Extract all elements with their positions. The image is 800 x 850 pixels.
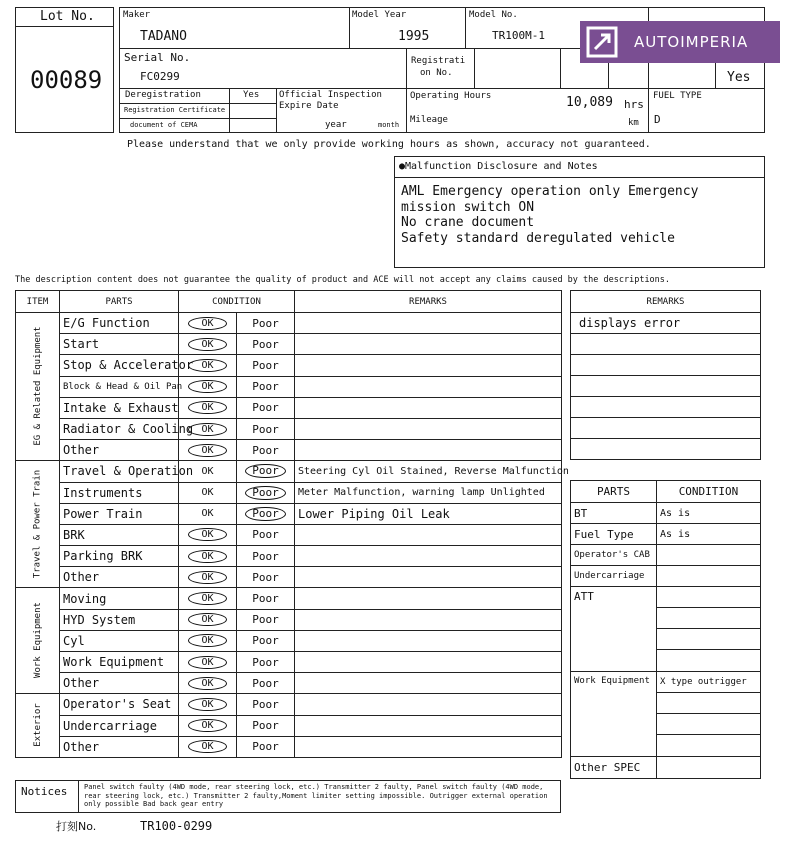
poor-cell[interactable] [237, 355, 295, 376]
poor-option: Poor [252, 358, 279, 372]
right-remark-row [571, 397, 761, 418]
table-row [16, 482, 562, 503]
notices-label: Notices [21, 785, 68, 798]
poor-cell[interactable] [237, 376, 295, 397]
registration-label-1: Registrati [411, 56, 466, 66]
fuel-type-label: FUEL TYPE [653, 91, 702, 101]
ok-cell[interactable] [179, 397, 237, 418]
right-part-condition [657, 545, 761, 566]
poor-option: Poor [252, 422, 279, 436]
remark-cell: Meter Malfunction, warning lamp Unlighted [295, 482, 562, 503]
table-row [16, 694, 562, 715]
poor-option: Poor [252, 316, 279, 330]
registration-certificate-label: Registration Certificate [124, 106, 226, 114]
poor-option: Poor [252, 401, 279, 415]
table-row [16, 334, 562, 355]
part-name: Other [60, 440, 179, 461]
table-row [16, 609, 562, 630]
ok-cell[interactable] [179, 652, 237, 673]
ok-option: OK [188, 719, 226, 732]
table-row [16, 397, 562, 418]
serial-label: Serial No. [124, 51, 191, 64]
poor-cell[interactable] [237, 694, 295, 715]
ok-cell[interactable] [179, 715, 237, 736]
ok-option: OK [188, 634, 226, 647]
poor-option: Poor [252, 380, 279, 394]
part-name: Radiator & Cooling [60, 418, 179, 439]
group-label-cell [16, 588, 60, 694]
ok-option: OK [188, 656, 226, 669]
right-remarks-header: REMARKS [571, 291, 761, 313]
remark-cell [295, 715, 562, 736]
right-remark-row [571, 355, 761, 376]
right-parts-table [570, 480, 761, 779]
poor-cell[interactable] [237, 482, 295, 503]
poor-cell[interactable] [237, 397, 295, 418]
poor-option: Poor [252, 676, 279, 690]
poor-option: Poor [245, 486, 286, 500]
serial-value: FC0299 [140, 70, 180, 83]
poor-cell[interactable] [237, 630, 295, 651]
ok-cell[interactable] [179, 503, 237, 524]
hours-disclaimer: Please understand that we only provide working hours as shown, accuracy not guaranteed. [127, 139, 651, 150]
poor-option: Poor [252, 528, 279, 542]
right-part-condition [657, 566, 761, 587]
ok-cell[interactable] [179, 524, 237, 545]
poor-option: Poor [252, 549, 279, 563]
poor-option: Poor [252, 719, 279, 733]
remark-cell [295, 334, 562, 355]
remark-cell [295, 630, 562, 651]
group-label: Work Equipment [33, 602, 43, 679]
hrs-unit: hrs [624, 98, 644, 111]
ok-option: OK [188, 338, 226, 351]
ok-cell[interactable] [179, 694, 237, 715]
table-row [16, 355, 562, 376]
logo-text: AUTOIMPERIA [634, 33, 749, 51]
ok-cell[interactable] [179, 630, 237, 651]
ok-option: OK [188, 528, 226, 541]
malfunction-line: mission switch ON [401, 199, 535, 215]
table-row [16, 376, 562, 397]
cema-label: document of CEMA [130, 121, 198, 129]
remark-cell [295, 673, 562, 694]
autoimperia-logo [580, 21, 780, 63]
poor-option: Poor [252, 697, 279, 711]
ok-option: OK [188, 423, 226, 436]
remark-cell: Lower Piping Oil Leak [295, 503, 562, 524]
right-condition-header: CONDITION [657, 481, 761, 503]
part-name: Other [60, 673, 179, 694]
part-name: HYD System [60, 609, 179, 630]
ok-option: OK [188, 698, 226, 711]
remark-cell [295, 418, 562, 439]
work-equipment-condition-cell: X type outrigger [657, 672, 761, 757]
poor-option: Poor [252, 634, 279, 648]
official-inspection-label-1: Official Inspection [279, 90, 382, 100]
year-label: year [325, 120, 347, 130]
poor-cell[interactable] [237, 567, 295, 588]
remark-cell: Steering Cyl Oil Stained, Reverse Malfunction [295, 461, 562, 482]
lot-number: 00089 [30, 66, 103, 94]
group-label: EG & Related Equipment [33, 326, 44, 446]
table-row [16, 588, 562, 609]
ok-option: OK [201, 465, 214, 477]
table-row [16, 546, 562, 567]
right-part-name: Undercarriage [571, 566, 657, 587]
poor-cell[interactable] [237, 609, 295, 630]
ok-cell[interactable] [179, 546, 237, 567]
ok-option: OK [188, 740, 226, 753]
group-label: Exterior [33, 703, 43, 747]
right-part-name: Work Equipment [571, 672, 657, 757]
remark-cell [295, 609, 562, 630]
part-name: Instruments [60, 482, 179, 503]
poor-option: Poor [252, 655, 279, 669]
ok-cell[interactable] [179, 440, 237, 461]
part-name: Other [60, 567, 179, 588]
remark-cell [295, 524, 562, 545]
ok-option: OK [188, 359, 226, 372]
part-name: Travel & Operation [60, 461, 179, 482]
group-label-cell [16, 461, 60, 588]
table-row [16, 567, 562, 588]
inspection-table [15, 290, 569, 758]
right-part-name: Operator's CAB [571, 545, 657, 566]
poor-cell[interactable] [237, 313, 295, 334]
malfunction-line: No crane document [401, 215, 535, 230]
remark-cell [295, 376, 562, 397]
ok-option: OK [188, 613, 226, 626]
remark-cell [295, 694, 562, 715]
poor-cell[interactable] [237, 673, 295, 694]
fuel-type-value: D [654, 113, 661, 126]
table-row [16, 673, 562, 694]
part-name: Operator's Seat [60, 694, 179, 715]
part-name: Intake & Exhaust [60, 397, 179, 418]
official-inspection-label-2: Expire Date [279, 101, 339, 111]
parts-header: PARTS [60, 291, 179, 313]
poor-cell[interactable] [237, 588, 295, 609]
right-remark-row [571, 376, 761, 397]
ok-cell[interactable] [179, 334, 237, 355]
right-part-condition [657, 757, 761, 779]
malfunction-line: AML Emergency operation only Emergency [401, 184, 699, 199]
right-part-condition: As is [657, 503, 761, 524]
ok-option: OK [188, 592, 226, 605]
right-part-name: ATT [571, 587, 657, 672]
malfunction-line: Safety standard deregulated vehicle [401, 230, 675, 246]
model-no-value: TR100M-1 [492, 29, 545, 42]
malfunction-notes [401, 184, 698, 246]
ok-option: OK [188, 444, 226, 457]
ok-cell[interactable] [179, 313, 237, 334]
right-remark-row [571, 418, 761, 439]
model-year-label: Model Year [352, 10, 407, 20]
poor-option: Poor [252, 740, 279, 754]
right-part-condition: As is [657, 524, 761, 545]
ok-cell[interactable] [179, 567, 237, 588]
right-parts-header: PARTS [571, 481, 657, 503]
ok-option: OK [201, 508, 214, 520]
remark-cell [295, 588, 562, 609]
ok-cell[interactable] [179, 609, 237, 630]
part-name: BRK [60, 524, 179, 545]
table-row [16, 418, 562, 439]
remark-cell [295, 567, 562, 588]
condition-header: CONDITION [179, 291, 295, 313]
maker-label: Maker [123, 10, 151, 20]
stamp-label: 打刻No. [56, 820, 97, 833]
month-label: month [378, 121, 400, 129]
mileage-label: Mileage [410, 115, 448, 125]
right-remarks-table [570, 290, 761, 460]
remark-cell [295, 440, 562, 461]
km-unit: km [628, 118, 639, 128]
maker-value: TADANO [140, 29, 187, 44]
poor-option: Poor [245, 507, 286, 521]
poor-cell[interactable] [237, 524, 295, 545]
part-name: Block & Head & Oil Pan [60, 376, 179, 397]
remark-cell [295, 313, 562, 334]
ok-option: OK [188, 677, 226, 690]
right-part-name: Fuel Type [571, 524, 657, 545]
poor-option: Poor [245, 464, 286, 478]
operating-hours-label: Operating Hours [410, 91, 492, 101]
right-remark-row [571, 334, 761, 355]
poor-option: Poor [252, 613, 279, 627]
table-row [16, 313, 562, 334]
autoimperia-logo-icon [584, 24, 620, 60]
poor-option: Poor [252, 337, 279, 351]
poor-option: Poor [252, 570, 279, 584]
poor-cell[interactable] [237, 715, 295, 736]
stamp-value: TR100-0299 [140, 819, 213, 833]
poor-option: Poor [252, 443, 279, 457]
model-year-value: 1995 [398, 29, 430, 44]
part-name: Power Train [60, 503, 179, 524]
item-header: ITEM [16, 291, 60, 313]
group-label-cell [16, 313, 60, 461]
att-condition-cell [657, 587, 761, 672]
ok-cell[interactable] [179, 736, 237, 757]
part-name: Stop & Accelerator [60, 355, 179, 376]
table-row [16, 715, 562, 736]
remarks-header: REMARKS [295, 291, 562, 313]
table-row [16, 630, 562, 651]
table-row [16, 440, 562, 461]
remark-cell [295, 546, 562, 567]
remark-cell [295, 652, 562, 673]
part-name: Parking BRK [60, 546, 179, 567]
malfunction-title: ●Malfunction Disclosure and Notes [399, 161, 598, 172]
operating-hours-value: 10,089 [566, 95, 613, 110]
ok-option: OK [188, 401, 226, 414]
part-name: Work Equipment [60, 652, 179, 673]
ac-value: Yes [727, 70, 751, 85]
ok-option: OK [188, 550, 226, 563]
ok-cell[interactable] [179, 482, 237, 503]
table-row [16, 736, 562, 757]
poor-cell[interactable] [237, 736, 295, 757]
model-no-label: Model No. [469, 10, 518, 20]
poor-cell[interactable] [237, 461, 295, 482]
right-remark-row: displays error [571, 313, 761, 334]
part-name: Start [60, 334, 179, 355]
remark-cell [295, 736, 562, 757]
ok-option: OK [188, 380, 226, 393]
poor-cell[interactable] [237, 652, 295, 673]
part-name: Other [60, 736, 179, 757]
deregistration-value: Yes [243, 90, 260, 100]
right-part-name: Other SPEC [571, 757, 657, 779]
registration-label-2: on No. [420, 68, 453, 78]
table-row [16, 503, 562, 524]
lot-label: Lot No. [40, 9, 95, 24]
table-header-row [16, 291, 562, 313]
poor-cell[interactable] [237, 334, 295, 355]
ok-cell[interactable] [179, 588, 237, 609]
ok-option: OK [201, 487, 214, 499]
part-name: E/G Function [60, 313, 179, 334]
right-part-name: BT [571, 503, 657, 524]
part-name: Cyl [60, 630, 179, 651]
group-label-cell [16, 694, 60, 758]
right-remark-row [571, 439, 761, 460]
remark-cell [295, 355, 562, 376]
part-name: Undercarriage [60, 715, 179, 736]
group-label: Travel & Power Train [33, 469, 43, 579]
ok-option: OK [188, 571, 226, 584]
quality-disclaimer: The description content does not guarantee the quality of product and ACE will not accept any claims caused by the descriptions. [15, 275, 671, 285]
deregistration-label: Deregistration [125, 90, 201, 100]
part-name: Moving [60, 588, 179, 609]
poor-cell[interactable] [237, 418, 295, 439]
ok-option: OK [188, 317, 226, 330]
poor-cell[interactable] [237, 546, 295, 567]
poor-option: Poor [252, 592, 279, 606]
ok-cell[interactable] [179, 376, 237, 397]
table-row [16, 461, 562, 482]
ok-cell[interactable] [179, 673, 237, 694]
remark-cell [295, 397, 562, 418]
table-row [16, 524, 562, 545]
table-row [16, 652, 562, 673]
poor-cell[interactable] [237, 503, 295, 524]
poor-cell[interactable] [237, 440, 295, 461]
notices-text: Panel switch faulty (4WD mode, rear steering lock, etc.) Transmitter 2 faulty, Panel switch faulty (4WD mode, rear steering lock, etc.) Transmitter 2 faulty,Moment limiter setting impossible. Outrigger external operation only possible Bad back gear entry [84, 783, 548, 808]
